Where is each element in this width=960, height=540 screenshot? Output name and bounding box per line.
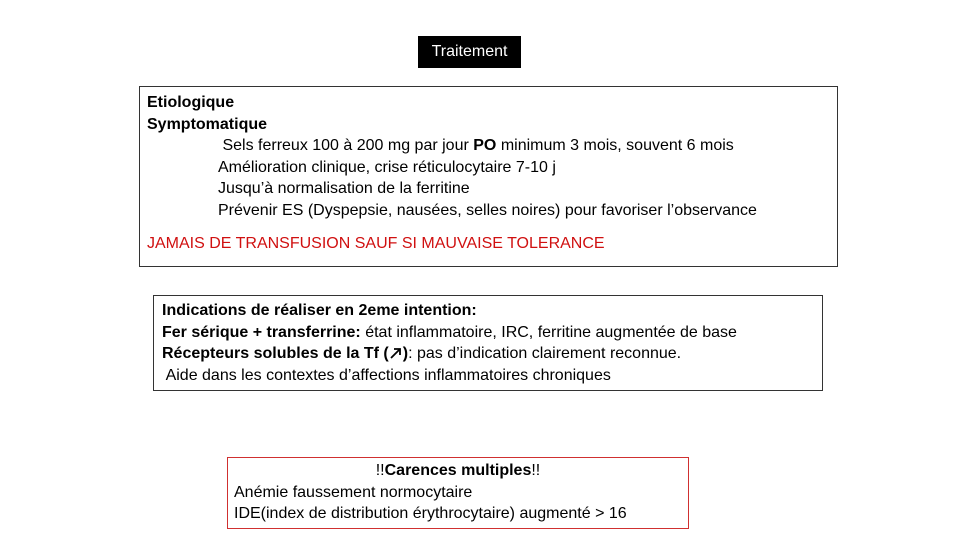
tf-receptors-text: : pas d’indication clairement reconnue. xyxy=(408,345,682,362)
iron-salts-text: Sels ferreux 100 à 200 mg par jour xyxy=(218,137,474,154)
tf-receptors-line xyxy=(162,343,814,365)
symptomatic-heading: Symptomatique xyxy=(147,115,268,133)
rdw-line: IDE(index de distribution érythrocytaire) augmenté > 16 xyxy=(234,505,627,522)
exclaim-post: !! xyxy=(531,462,541,479)
normocytic-line: Anémie faussement normocytaire xyxy=(234,483,473,501)
route-po: PO xyxy=(473,137,497,154)
iron-salts-line xyxy=(147,135,830,157)
tf-receptors-close: ) xyxy=(402,345,409,362)
exclaim-pre: !! xyxy=(375,462,385,479)
duration-text: minimum 3 mois, souvent 6 mois xyxy=(496,137,734,154)
arrow-up-right-icon xyxy=(389,346,403,360)
ferritin-line: Jusqu’à normalisation de la ferritine xyxy=(218,180,470,197)
slide-title: Traitement xyxy=(418,36,521,68)
treatment-box xyxy=(139,86,838,267)
improvement-line: Amélioration clinique, crise réticulocytaire 7-10 j xyxy=(218,158,556,176)
tf-receptors-label: Récepteurs solubles de la Tf ( xyxy=(162,345,389,362)
serum-iron-line xyxy=(162,322,814,344)
serum-iron-label: Fer sérique + transferrine: xyxy=(162,323,361,341)
side-effects-line: Prévenir ES (Dyspepsie, nausées, selles noires) pour favoriser l’observance xyxy=(218,201,757,219)
etiological-heading: Etiologique xyxy=(147,94,235,111)
multiple-deficiency-box xyxy=(227,457,689,529)
inflammation-line: Aide dans les contextes d’affections inflammatoires chroniques xyxy=(162,366,611,384)
multiple-deficiency-heading xyxy=(234,460,682,482)
indications-heading: Indications de réaliser en 2eme intention: xyxy=(162,302,477,319)
multiple-deficiency-label: Carences multiples xyxy=(384,462,532,479)
serum-iron-text: état inflammatoire, IRC, ferritine augmentée de base xyxy=(360,323,737,341)
transfusion-warning: JAMAIS DE TRANSFUSION SAUF SI MAUVAISE TOLERANCE xyxy=(147,235,605,252)
indications-box xyxy=(153,295,823,391)
